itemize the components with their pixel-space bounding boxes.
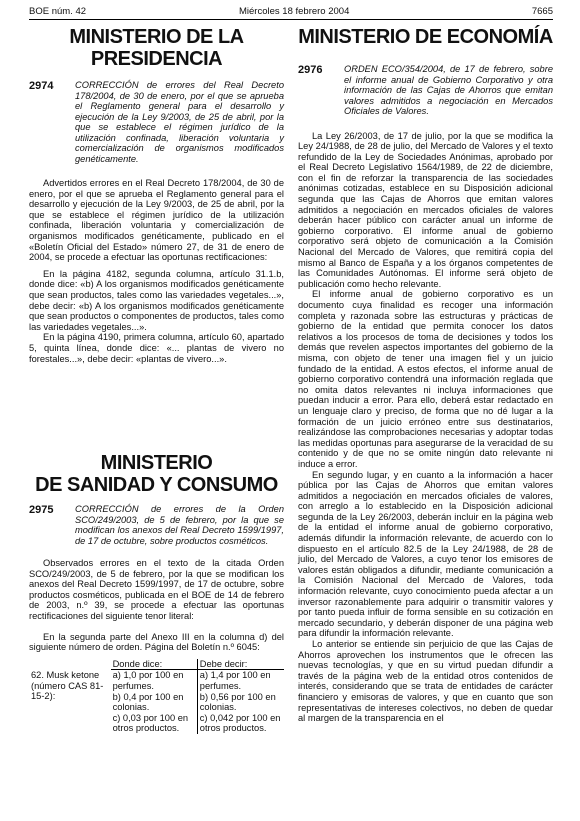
- bulletin-date: Miércoles 18 febrero 2004: [239, 6, 350, 17]
- list-item: c) 0,042 por 100 en otros productos.: [199, 712, 281, 734]
- ministry-heading: MINISTERIO DE LA PRESIDENCIA: [69, 26, 244, 70]
- ministry-heading: MINISTERIO: [100, 452, 213, 475]
- paragraph: Advertidos errores en el Real Decreto 178/2004, de 30 de enero, por el que se aprueba el Reglamento general para el desarrollo y ejecución de la Ley 9/2003, de 25 de abril, por la que se establece el régimen jurídico de la utilización confinada, liberación voluntaria y comercialización de organismos modificados genéticamente, publicado en el «Boletín Oficial del Estado» número 27, de 31 de enero de 2004, se procede a efectuar las oportunas rectificaciones:: [29, 178, 284, 263]
- disposition-title: ORDEN ECO/354/2004, de 17 de febrero, sobre el informe anual de Gobierno Corporativo y otra información de las Cajas de Ahorros que emitan valores admitidos a negociación en Mercados Oficiales de Valores.: [344, 64, 553, 116]
- disposition-number: 2976: [298, 64, 323, 76]
- paragraph: Observados errores en el texto de la citada Orden SCO/249/2003, de 5 de febrero, por la que se modifican los anexos del Real Decreto 1599/1997, de 17 de octubre, sobre productos cosméticos, publicada en el BOE de 14 de febrero de 2003, n.º 39, se procede a efectuar las oportunas rectificaciones del siguiente tenor literal:: [29, 558, 284, 622]
- disposition-title: CORRECCIÓN de errores del Real Decreto 178/2004, de 30 de enero, por el que se aprueba el Reglamento general para el desarrollo y ejecución de la Ley 9/2003, de 25 de abril, por la que se establece el régimen jurídico de la utilización confinada, liberación voluntaria y comercialización de organismos modificados genéticamente.: [75, 80, 284, 164]
- list-item: b) 0,4 por 100 en colonias.: [112, 691, 184, 713]
- paragraph: El informe anual de gobierno corporativo es un documento cuya finalidad es recoger una información completa y razonada sobre las estructuras y prácticas de gobierno de la entidad que permita conocer los datos relativos a los procesos de toma de decisiones y todos los demás que revelen aspectos importantes del gobierno de la misma, con objeto de tener una imagen fiel y un juicio fundado de la entidad. A estos efectos, el informe anual de gobierno corporativo contendrá una información reglada que no omita datos relevantes ni incluya informaciones que puedan inducir a error. Para ello, deberá estar redactado en un lenguaje claro y preciso, de forma que no dé lugar a la formación de un juicio erróneo entre sus destinatarios, realizándose las comprobaciones necesarias y adoptar todas las medidas oportunas para asegurarse de la veracidad de su contenido y de que no se omite ningún dato relevante ni induce a error.: [298, 289, 553, 469]
- ministry-heading: MINISTERIO DE ECONOMÍA: [298, 26, 553, 48]
- list-item: c) 0,03 por 100 en otros productos.: [112, 712, 189, 734]
- list-item: a) 1,0 por 100 en perfumes.: [112, 670, 184, 692]
- header-rule: [29, 19, 553, 20]
- list-item: a) 1,4 por 100 en perfumes.: [199, 670, 271, 692]
- corrections-table: [29, 659, 284, 734]
- disposition-2976: [298, 64, 553, 117]
- paragraph: En la segunda parte del Anexo III en la columna d) del siguiente número de orden. Página del Boletín n.º 6045:: [29, 631, 284, 653]
- right-column: [298, 26, 553, 724]
- page-header: [29, 6, 553, 18]
- disposition-2974: [29, 80, 284, 164]
- paragraph: En segundo lugar, y en cuanto a la información a hacer pública por las Cajas de Ahorros que emitan valores admitidos a negociación en mercados oficiales de valores, con arreglo a lo establecido en la Disposición adicional segunda de la Ley 26/2003, deberán incluir en la página web de la entidad el informe anual de gobierno corporativo, además difundir la información relevante, de acuerdo con lo dispuesto en el artículo 82.5 de la Ley 24/1988, de 28 de julio, del Mercado de Valores, a cuyo tenor los emisores de valores están obligados a difundir, mediante comunicación a la Comisión Nacional del Mercado de Valores, toda información relevante, cuyo conocimiento pueda afectar a un inversor razonablemente para adquirir o transmitir valores y por tanto pueda influir de forma sensible en su cotización en mercado secundario, y deberán disponer de una página web para difundir la información relevante.: [298, 469, 553, 639]
- table-header: Debe decir:: [197, 659, 284, 670]
- ministry-heading: DE SANIDAD Y CONSUMO: [35, 474, 278, 497]
- bulletin-number: BOE núm. 42: [29, 6, 87, 17]
- table-header: Donde dice:: [111, 659, 198, 670]
- table-cell: [111, 670, 198, 734]
- disposition-title: CORRECCIÓN de errores de la Orden SCO/249/2003, de 5 de febrero, por la que se modifican los anexos del Real Decreto 1599/1997, de 17 de octubre, sobre productos cosméticos.: [75, 504, 284, 546]
- paragraph: En la página 4190, primera columna, artículo 60, apartado 5, quinta línea, donde dice: «... plantas de vivero no forestales...», debe decir: «plantas de vivero...».: [29, 332, 284, 364]
- disposition-2975: [29, 504, 284, 546]
- paragraph: Lo anterior se entiende sin perjuicio de que las Cajas de Ahorros aprovechen los instrumentos que le ofrecen las nuevas tecnologías, y que en su virtud puedan difundir a través de la página web de la entidad otros contenidos de interés, considerando que se trata de entidades de carácter financiero y emisoras de valores, y que en cuanto que son representativas de intereses colectivos, no deben de quedar al margen de la transparencia en el: [298, 639, 553, 724]
- page-number: 7665: [531, 6, 553, 17]
- list-item: b) 0,56 por 100 en colonias.: [199, 691, 276, 713]
- paragraph: La Ley 26/2003, de 17 de julio, por la que se modifica la Ley 24/1988, de 28 de julio, del Mercado de Valores y el texto refundido de la Ley de Sociedades Anónimas, aprobado por el Real Decreto Legislativo 1564/1989, de 22 de diciembre, con el fin de reforzar la transparencia de las sociedades anónimas cotizadas, establece en su Disposición adicional segunda que las Cajas de Ahorros que emitan valores admitidos a negociación en mercados oficiales de valores deberán hacer público con carácter anual un informe de gobierno corporativo. El informe anual de gobierno corporativo será objeto de comunicación a la Comisión Nacional del Mercado de Valores, que remitirá copia del mismo al Banco de España y a los órganos competentes de las Comunidades Autónomas. El informe será objeto de publicación como hecho relevante.: [298, 130, 553, 289]
- paragraph: En la página 4182, segunda columna, artículo 31.1.b, donde dice: «b) A los organismos modificados genéticamente que sean productos, tales como las variedades vegetales...», debe decir: «b) A los organismos modificados genéticamente que sean productos o componentes de productos, tales como las variedades vegetales...».: [29, 268, 284, 332]
- left-column: [29, 26, 284, 734]
- disposition-number: 2975: [29, 504, 54, 517]
- disposition-number: 2974: [29, 80, 54, 92]
- table-cell: [197, 670, 284, 734]
- table-cell: 62. Musk ketone (número CAS 81-15-2):: [31, 669, 104, 702]
